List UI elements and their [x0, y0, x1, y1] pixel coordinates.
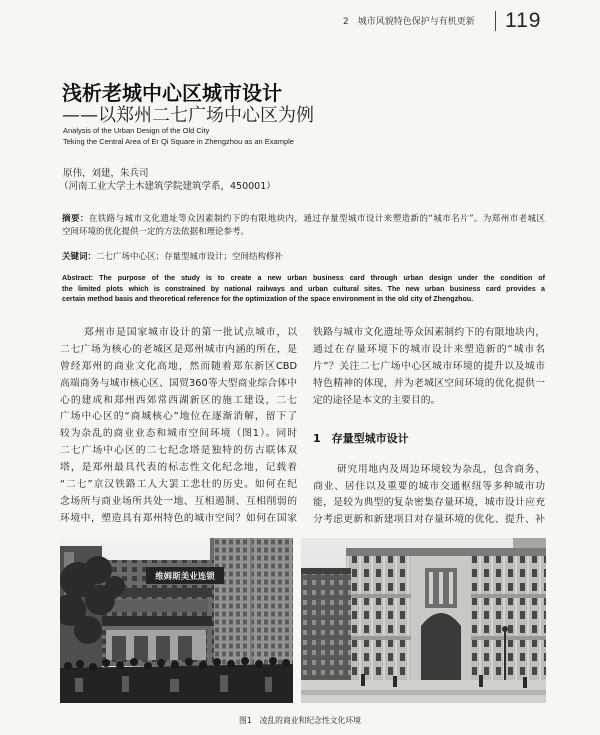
author-names: 原伟，刘建，朱兵司 — [63, 168, 149, 179]
body-right-line: 能，是较为典型的复杂密集存量环境，城市设计应充 — [313, 497, 545, 508]
photo-commercial-street — [60, 538, 293, 703]
body-left-line: “二七”京汉铁路工人大罢工悲壮的历史。如何在纪 — [60, 479, 297, 490]
body-left-line: 较为杂乱的商业业态和城市空间环境（图1）。同时 — [60, 428, 297, 439]
figure-caption: 图1 凌乱的商业和纪念性文化环境 — [239, 716, 361, 725]
shop-sign: 维姆斯美业连锁 — [155, 572, 215, 582]
tall-building — [210, 538, 293, 668]
body-right-line: 通过在存量环境下的城市设计来塑造新的“城市名 — [313, 344, 545, 355]
body-right-line: 分考虑更新和新建项目对存量环境的优化、提升、补 — [313, 514, 545, 525]
header-divider — [495, 11, 496, 31]
body-left-line: 高端商务与城市核心区、国贸360等大型商业综合体中 — [60, 378, 297, 389]
abstract-en-line-3: certain method basis and theoretical reference for the optimization of the space environment in the old city of Zhengzhou. — [62, 295, 474, 303]
english-title-line-2: Teking the Central Area of Er Qi Square in Zhengzhou as an Example — [63, 137, 294, 146]
paper-subtitle: ——以郑州二七广场中心区为例 — [62, 105, 314, 126]
body-right-line: 研究用地内及周边环境较为杂乱，包含商务、 — [337, 464, 545, 475]
abstract-cn-line-1 — [62, 214, 545, 224]
body-left-line: 二七广场为核心的老城区是郑州城市内涵的所在，是 — [60, 344, 297, 355]
section-heading: 1 存量型城市设计 — [313, 432, 409, 445]
photo-memorial-building — [301, 538, 546, 703]
shop-building — [98, 560, 224, 666]
body-left-line: 郑州市是国家城市设计的第一批试点城市，以 — [84, 327, 297, 338]
page-number: 119 — [505, 9, 542, 32]
body-right-line: 片”？关注二七广场中心区城市环境的提升以及城市 — [313, 361, 545, 372]
abstract-en-line-2: the limited plots which is constrained by national railways and urban cultural sites. The new urban business card provides a — [62, 285, 545, 293]
abstract-en-text: The purpose of the study is to create a new urban business card through urban design under the condition of — [93, 274, 545, 282]
left-dark-building — [301, 568, 351, 688]
body-left-line: 念场所与商业场所共处一地、互相遏制、互相削弱的 — [60, 496, 297, 507]
body-left-line: 二七广场中心区的二七纪念塔是独特的仿古联体双 — [60, 445, 297, 456]
abstract-cn-text: 在铁路与城市文化遗址等众因素制约下的有限地块内，通过存量型城市设计来塑造新的“城市名片”。为郑州市老城区 — [88, 214, 545, 224]
running-header-section: 2 城市风貌特色保护与有机更新 — [343, 17, 475, 27]
body-right-line: 特色精神的体现，并为老城区空间环境的优化提供一 — [313, 378, 545, 389]
author-affiliation: （河南工业大学土木建筑学院建筑学系，450001） — [59, 181, 276, 192]
abstract-cn-label: 摘要： — [62, 214, 89, 224]
body-left-line: 塔，是郑州最具代表的标志性文化纪念地，记载着 — [60, 462, 297, 473]
body-left-line: 广场中心区的“商城核心”地位在逐渐消解，留下了 — [60, 411, 297, 422]
body-right-line: 铁路与城市文化遗址等众因素制约下的有限地块内， — [313, 327, 545, 338]
abstract-en-label: Abstract: — [62, 274, 94, 282]
abstract-cn-line-2: 空间环境的优化提供一定的方法依据和理论参考。 — [62, 227, 250, 237]
abstract-en-line-1 — [62, 274, 545, 283]
art-deco-building — [346, 548, 546, 680]
english-title-line-1: Analysis of the Urban Design of the Old City — [63, 126, 210, 135]
crowd — [60, 657, 293, 703]
body-right-line: 定的途径是本文的主要目的。 — [313, 395, 441, 406]
keywords-text: 二七广场中心区；存量型城市设计；空间结构修补 — [96, 252, 284, 262]
body-right-line: 商业、居住以及重要的城市交通枢纽等多种城市功 — [313, 481, 545, 492]
body-left-line: 心的建成和郑州西郊常西湖新区的施工建设，二七 — [60, 395, 297, 406]
body-left-line: 曾经郑州的商业文化高地，然而随着郑东新区CBD — [60, 361, 297, 372]
paper-title: 浅析老城中心区城市设计 — [62, 81, 282, 105]
body-left-line: 环境中，塑造具有郑州特色的城市空间？如何在国家 — [60, 513, 297, 524]
keywords-label: 关键词： — [62, 252, 97, 262]
keywords — [62, 250, 283, 262]
